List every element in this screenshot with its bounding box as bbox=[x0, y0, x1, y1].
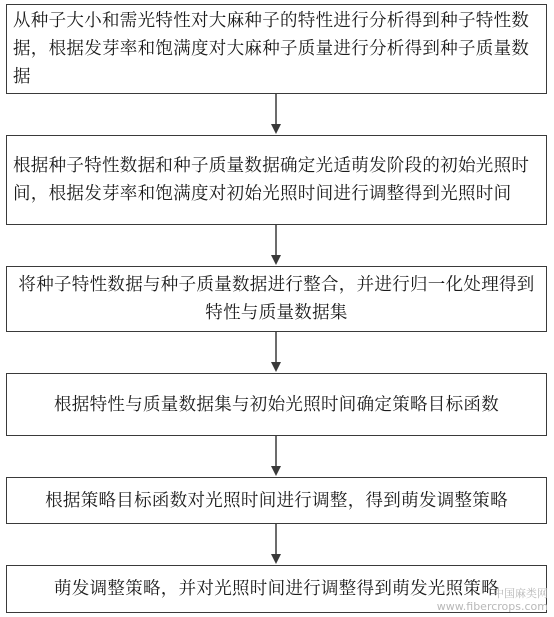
flow-step-4-text: 根据特性与质量数据集与初始光照时间确定策略目标函数 bbox=[54, 394, 499, 415]
flow-step-2-text: 根据种子特性数据和种子质量数据确定光适萌发阶段的初始光照时间，根据发芽率和饱满度对初始光照时间进行调整得到光照时间 bbox=[13, 156, 530, 204]
flow-step-5 bbox=[6, 477, 547, 524]
flow-arrow-5 bbox=[266, 524, 286, 565]
watermark-line2: www.fibercrops.com bbox=[436, 600, 548, 613]
flow-step-2 bbox=[6, 135, 547, 225]
flow-step-3 bbox=[6, 266, 547, 332]
flow-arrow-2 bbox=[266, 225, 286, 266]
flow-step-4 bbox=[6, 373, 547, 436]
flow-step-1 bbox=[6, 4, 547, 94]
watermark-line1: 中国麻类网 bbox=[493, 587, 548, 600]
flow-arrow-1 bbox=[266, 94, 286, 135]
flow-step-1-text: 从种子大小和需光特性对大麻种子的特性进行分析得到种子特性数据，根据发芽率和饱满度对大麻种子质量进行分析得到种子质量数据 bbox=[13, 11, 530, 87]
flow-step-6-text: 萌发调整策略，并对光照时间进行调整得到萌发光照策略 bbox=[54, 579, 499, 599]
watermark bbox=[437, 587, 548, 613]
flow-arrow-4 bbox=[266, 436, 286, 477]
flow-step-5-text: 根据策略目标函数对光照时间进行调整，得到萌发调整策略 bbox=[45, 490, 508, 511]
flow-arrow-3 bbox=[266, 332, 286, 373]
flow-step-3-text: 将种子特性数据与种子质量数据进行整合，并进行归一化处理得到特性与质量数据集 bbox=[18, 275, 535, 323]
